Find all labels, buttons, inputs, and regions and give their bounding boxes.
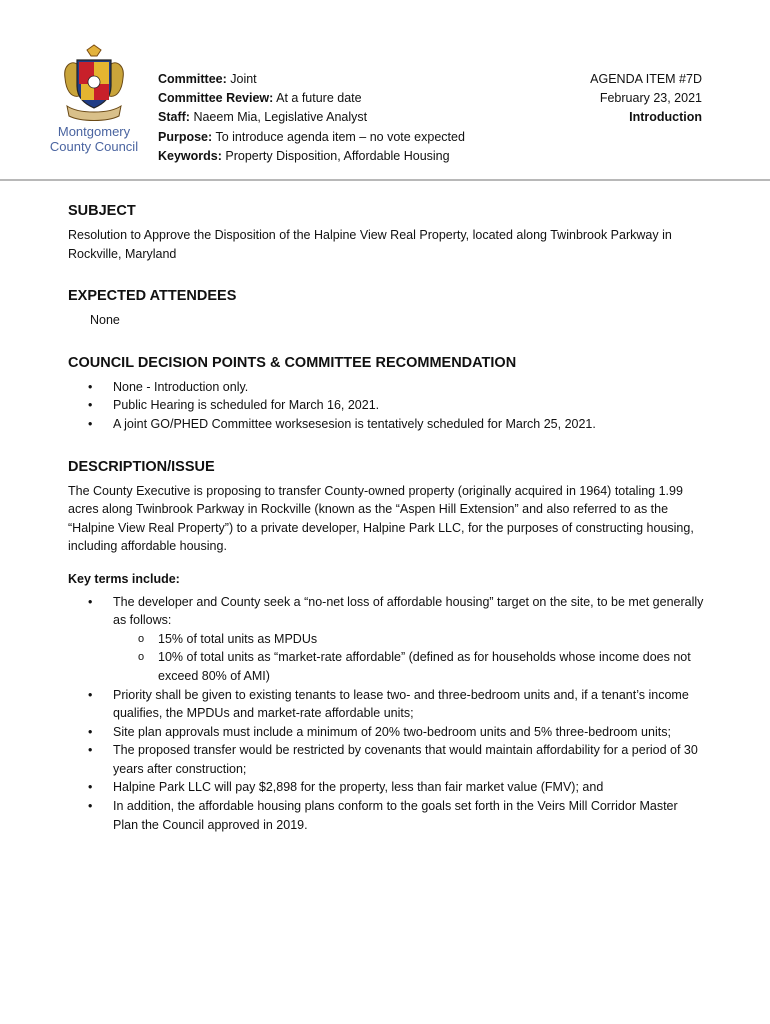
list-item: • In addition, the affordable housing plans conform to the goals set forth in the Veirs Mill Corridor Master Plan the Council approved in 2019. bbox=[68, 797, 704, 834]
document-header bbox=[0, 0, 770, 180]
sub-terms-list bbox=[113, 630, 704, 686]
list-item: • The proposed transfer would be restricted by covenants that would maintain affordability for a period of 30 years after construction; bbox=[68, 741, 704, 778]
council-logo bbox=[46, 44, 142, 154]
subject-section bbox=[68, 202, 704, 263]
document-body bbox=[68, 202, 704, 858]
meta-committee-review: Committee Review: At a future date bbox=[158, 91, 362, 106]
meta-staff: Staff: Naeem Mia, Legislative Analyst bbox=[158, 110, 368, 125]
key-terms-heading: Key terms include: bbox=[68, 571, 180, 586]
list-item: • Priority shall be given to existing tenants to lease two- and three-bedroom units and, if a tenant’s income qualifies, the MPDUs and market-rate affordable units; bbox=[68, 686, 704, 723]
decision-list bbox=[68, 378, 704, 434]
description-section bbox=[68, 458, 704, 835]
council-name-line1: Montgomery bbox=[57, 124, 131, 139]
attendees-text: None bbox=[90, 313, 120, 328]
list-item: • None - Introduction only. bbox=[68, 378, 704, 397]
meta-purpose: Purpose: To introduce agenda item – no vote expected bbox=[158, 129, 465, 144]
attendees-heading: EXPECTED ATTENDEES bbox=[68, 288, 237, 305]
agenda-date: February 23, 2021 bbox=[599, 91, 702, 106]
list-item: • Halpine Park LLC will pay $2,898 for the property, less than fair market value (FMV); and bbox=[68, 778, 704, 797]
meta-block bbox=[158, 70, 465, 166]
meta-committee: Committee: Joint bbox=[158, 72, 257, 86]
sub-list-item: o 15% of total units as MPDUs bbox=[113, 630, 704, 649]
list-item: • Public Hearing is scheduled for March 16, 2021. bbox=[68, 396, 704, 415]
county-seal-icon bbox=[59, 44, 129, 124]
description-paragraph: The County Executive is proposing to transfer County-owned property (originally acquired in 1964) totaling 1.99 acres along Twinbrook Parkway in Rockville (known as the “Aspen Hill Extension” and also referred to as the “Halpine View Real Property”) to a private developer, Halpine Park LLC, for the purposes of constructing housing, including affordable housing. bbox=[68, 483, 694, 554]
list-item: • The developer and County seek a “no-net loss of affordable housing” target on the site, to be met generally as follows: o 15% of total units as MPDUs o 10% of total units as “market-rate affordable” (defined as for households whose income does not exceed 80% of AMI) bbox=[68, 593, 704, 686]
description-heading: DESCRIPTION/ISSUE bbox=[68, 458, 215, 475]
council-name-line2: County Council bbox=[49, 139, 139, 154]
meta-keywords: Keywords: Property Disposition, Affordable Housing bbox=[158, 148, 450, 163]
list-item: • A joint GO/PHED Committee worksesesion is tentatively scheduled for March 25, 2021. bbox=[68, 415, 704, 434]
subject-heading: SUBJECT bbox=[68, 203, 136, 219]
decision-heading: COUNCIL DECISION POINTS & COMMITTEE RECOMMENDATION bbox=[68, 354, 517, 371]
header-divider bbox=[0, 179, 770, 181]
decision-section bbox=[68, 354, 704, 434]
agenda-item-number: AGENDA ITEM #7D bbox=[590, 72, 702, 86]
agenda-stage: Introduction bbox=[629, 110, 702, 125]
agenda-block bbox=[590, 70, 702, 128]
list-item: • Site plan approvals must include a minimum of 20% two-bedroom units and 5% three-bedroom units; bbox=[68, 723, 704, 742]
key-terms-list bbox=[68, 593, 704, 835]
sub-list-item: o 10% of total units as “market-rate affordable” (defined as for households whose income does not exceed 80% of AMI) bbox=[113, 648, 704, 685]
subject-text: Resolution to Approve the Disposition of the Halpine View Real Property, located along Twinbrook Parkway in Rockville, Maryland bbox=[68, 228, 672, 261]
attendees-section bbox=[68, 287, 704, 330]
